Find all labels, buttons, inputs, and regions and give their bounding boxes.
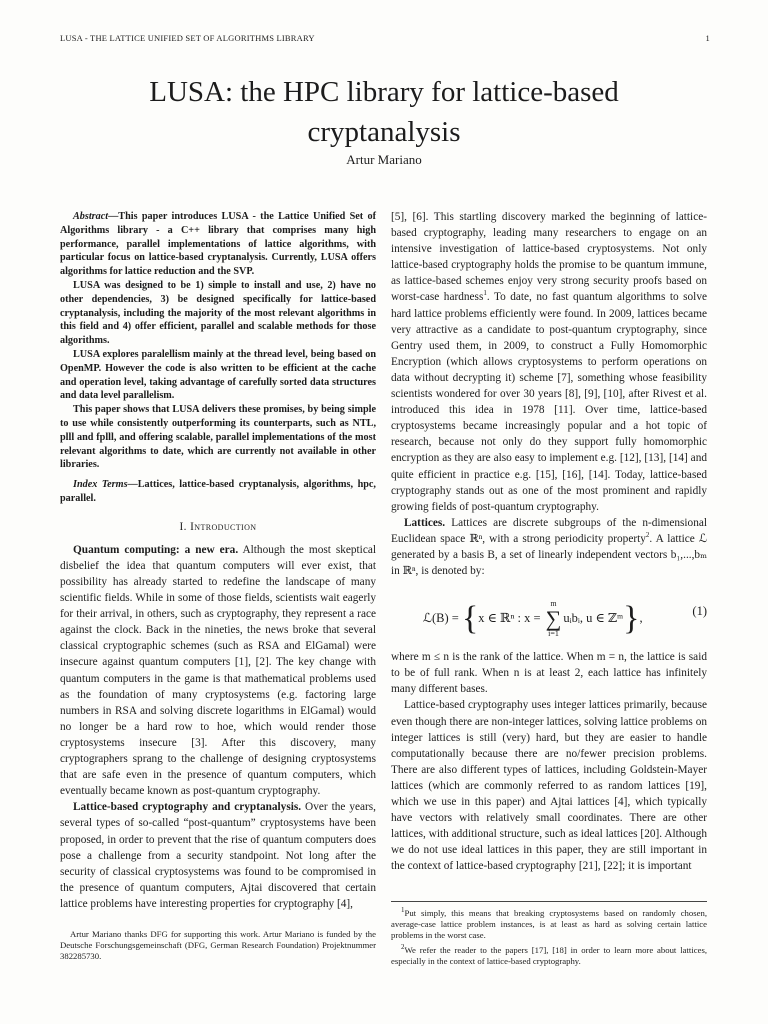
summation — [546, 599, 562, 639]
introduction-body-left — [60, 542, 376, 912]
running-header — [60, 33, 710, 43]
intro-paragraph-1-lead: Quantum computing: a new era. — [73, 543, 239, 556]
lattices-lead: Lattices. — [404, 516, 446, 529]
intro-paragraph-2-text: Over the years, several types of so-called “post-quantum” cryptosystems have been proposed, in order to prevent that the rise of quantum computers does pose a challenge from a security standpoint. Not long after the security of classical cryptosystems was found to be compromised in the presence of quantum computers, Ajtai discovered that certain lattice problems have interesting properties for cryptography [4], — [60, 801, 376, 910]
thanks-text: Artur Mariano thanks DFG for supporting this work. Artur Mariano is funded by the Deutsche Forschungsgemeinschaft (DFG, German Research Foundation) Projektnummer 382285730. — [60, 929, 376, 961]
index-terms-label: Index Terms — [73, 479, 128, 491]
abstract-paragraph-4: This paper shows that LUSA delivers these promises, by being simple to use while consistently outperforming its counterparts, such as NTL, plll and fplll, and offering scalable, parallel implementations of the most relevant algorithms to date, which are currently not available in other libraries. — [60, 404, 376, 471]
abstract-text-1: —This paper introduces LUSA - the Lattice Unified Set of Algorithms library - a C++ library that comprises many high performance, parallel implementations of lattice algorithms, with particular focus on lattice-based cryptanalysis. Currently, LUSA offers algorithms for lattice reduction and the SVP. — [60, 211, 376, 278]
abstract-paragraph-2: LUSA was designed to be 1) simple to install and use, 2) have no other dependencies, 3) be designed specifically for lattice-based cryptanalysis, including the majority of the most relevant algorithms in this field and 4) offer efficient, parallel and scalable methods for those algorithms. — [60, 279, 376, 347]
footnote-1-marker: 1 — [483, 289, 487, 298]
footnote-2-text: We refer the reader to the papers [17], [18] in order to learn more about lattices, especially in the context of lattice-based cryptography. — [391, 945, 707, 966]
footnote-1-number: 1 — [401, 906, 405, 915]
abstract — [60, 210, 376, 472]
page-number: 1 — [705, 33, 710, 43]
equation-lhs: ℒ(B) = — [423, 611, 462, 626]
index-terms — [60, 478, 376, 506]
abstract-label: Abstract — [73, 211, 109, 222]
summation-lower-limit: i=1 — [548, 629, 559, 639]
footnote-2-marker: 2 — [645, 531, 650, 540]
running-title: LUSA - THE LATTICE UNIFIED SET OF ALGORITHMS LIBRARY — [60, 33, 315, 43]
lattices-text-a: Lattices are discrete subgroups of the n-dimensional Euclidean space ℝⁿ, with a strong periodicity property — [391, 516, 707, 545]
footnote-1-text: Put simply, this means that breaking cryptosystems based on randomly chosen, average-case lattice problem instances, is at least as hard as solving certain lattice problems in the worst case. — [391, 908, 707, 940]
integer-lattices-paragraph: Lattice-based cryptography uses integer lattices primarily, because even though there are non-integer lattices, solving lattice problems on integer lattices is still (very) hard, but they are easier to handle computationally because there are no/fewer precision problems. There are also different types of lattices, including Goldstein-Mayer lattices (which are commonly referred to as random lattices [19], which we use in this paper) and Ajtai lattices [4], which typically have vectors with relatively small coordinates. There are other lattices, with additional structure, such as ideal lattices [20]. Although we do not use ideal lattices in this paper, they are still important in the context of lattice-based cryptography [21], [22]; it is important — [391, 699, 707, 873]
sigma-icon: ∑ — [545, 606, 562, 632]
intro-continued-paragraph — [391, 209, 707, 515]
equation-1 — [391, 583, 707, 643]
paper-title-line2: cryptanalysis — [307, 116, 461, 148]
equation-rhs: uᵢbᵢ, u ∈ ℤᵐ — [563, 611, 624, 626]
footnotes — [391, 901, 707, 971]
abstract-paragraph-1 — [60, 210, 376, 279]
lattices-paragraph — [391, 515, 707, 579]
left-column — [60, 210, 376, 912]
intro-continued-text-a: [5], [6]. This startling discovery marked the beginning of lattice-based cryptography, leading many researchers to engage on an intensive investigation of lattice-based cryptosystems. Not only lattice-based cryptography holds the promise to be quantum immune, as lattice-based schemes enjoy very strong security proofs based on worst-case hardness — [391, 211, 707, 304]
thanks-footnote — [60, 929, 376, 962]
lattices-text-b: . A lattice ℒ generated by a basis B, a set of linearly independent vectors b₁,...,bₘ in ℝⁿ, is denoted by: — [391, 532, 707, 578]
intro-paragraph-2-lead: Lattice-based cryptography and cryptanalysis. — [73, 801, 302, 814]
intro-continued-text-b: . To date, no fast quantum algorithms to solve hard lattice problems efficiently were found. In 2009, lattices became very attractive as a candidate to post-quantum cryptography, since Gentry used them, in 2009, to construct a Fully Homomorphic Encryption (which allows cryptosystems to perform operations on data without decrypting it) scheme [7], something whose feasibility scientists wondered for over 30 years [8], [9], [10], after Rivest et al. introduced this idea in 1978 [11]. Over time, lattice-based cryptosystems became increasingly popular and a hot topic of research, because not only do they support fully homomorphic encryption as they are also easy to implement e.g. [12], [13], [14] and quite efficient in practice e.g. [15], [16], [14]. Today, lattice-based cryptography stands out as one of the most prominent and rapidly growing fields of post-quantum cryptography. — [391, 291, 707, 513]
intro-paragraph-2 — [60, 799, 376, 912]
paper-title — [0, 72, 768, 152]
footnote-2 — [391, 945, 707, 967]
left-brace-icon: { — [461, 600, 479, 638]
section-heading-introduction: I. Introduction — [179, 520, 257, 533]
index-terms-text: —Lattices, lattice-based cryptanalysis, algorithms, hpc, parallel. — [60, 479, 376, 504]
intro-paragraph-1-text: Although the most skeptical disbelief the idea that quantum computers will ever exist, that possibility has already started to redefine the landscape of many scientific fields. While in some of those fields, scientists wait eagerly for their arrival, in others, such as cryptography, they represent a race against the clock. Back in the nineties, the news broke that several classical cryptographic schemes (such as RSA and ElGamal) were insecure against quantum computers [1], [2]. The key change with quantum computers in the game is that mathematical problems used as the foundation of many cryptosystems (e.g. factoring large numbers in RSA and solving discrete logarithms in ElGamal) would no longer be a hard row to hoe, which would render those cryptosystems insecure [3]. After this discovery, many cryptographers sprang to the challenge of designing cryptosystems that are safe even in the presence of quantum computers, which eventually became known as post-quantum cryptography. — [60, 543, 376, 798]
paper-title-line1: LUSA: the HPC library for lattice-based — [149, 76, 619, 108]
equation-number: (1) — [692, 604, 707, 619]
summation-upper-limit: m — [550, 599, 557, 609]
right-brace-icon: } — [623, 600, 640, 638]
after-equation-paragraph: where m ≤ n is the rank of the lattice. When m = n, the lattice is said to be of full rank. When n is at least 2, each lattice has infinitely many different bases. — [391, 651, 707, 696]
intro-paragraph-1 — [60, 542, 376, 800]
footnote-2-number: 2 — [401, 943, 405, 952]
footnote-1 — [391, 908, 707, 941]
equation-expression: ℒ(B) = {x ∈ ℝⁿ : x = m ∑ i=1 uᵢbᵢ, u ∈ ℤᵐ}, — [423, 599, 643, 639]
right-column — [391, 209, 707, 874]
equation-set-builder: x ∈ ℝⁿ : x = — [478, 611, 544, 626]
author-name: Artur Mariano — [346, 152, 422, 167]
abstract-paragraph-3: LUSA explores paralellism mainly at the thread level, being based on OpenMP. However the code is also written to be efficient at the cache and operation level, taking advantage of carefully sorted data structures and data level parallelism. — [60, 348, 376, 402]
